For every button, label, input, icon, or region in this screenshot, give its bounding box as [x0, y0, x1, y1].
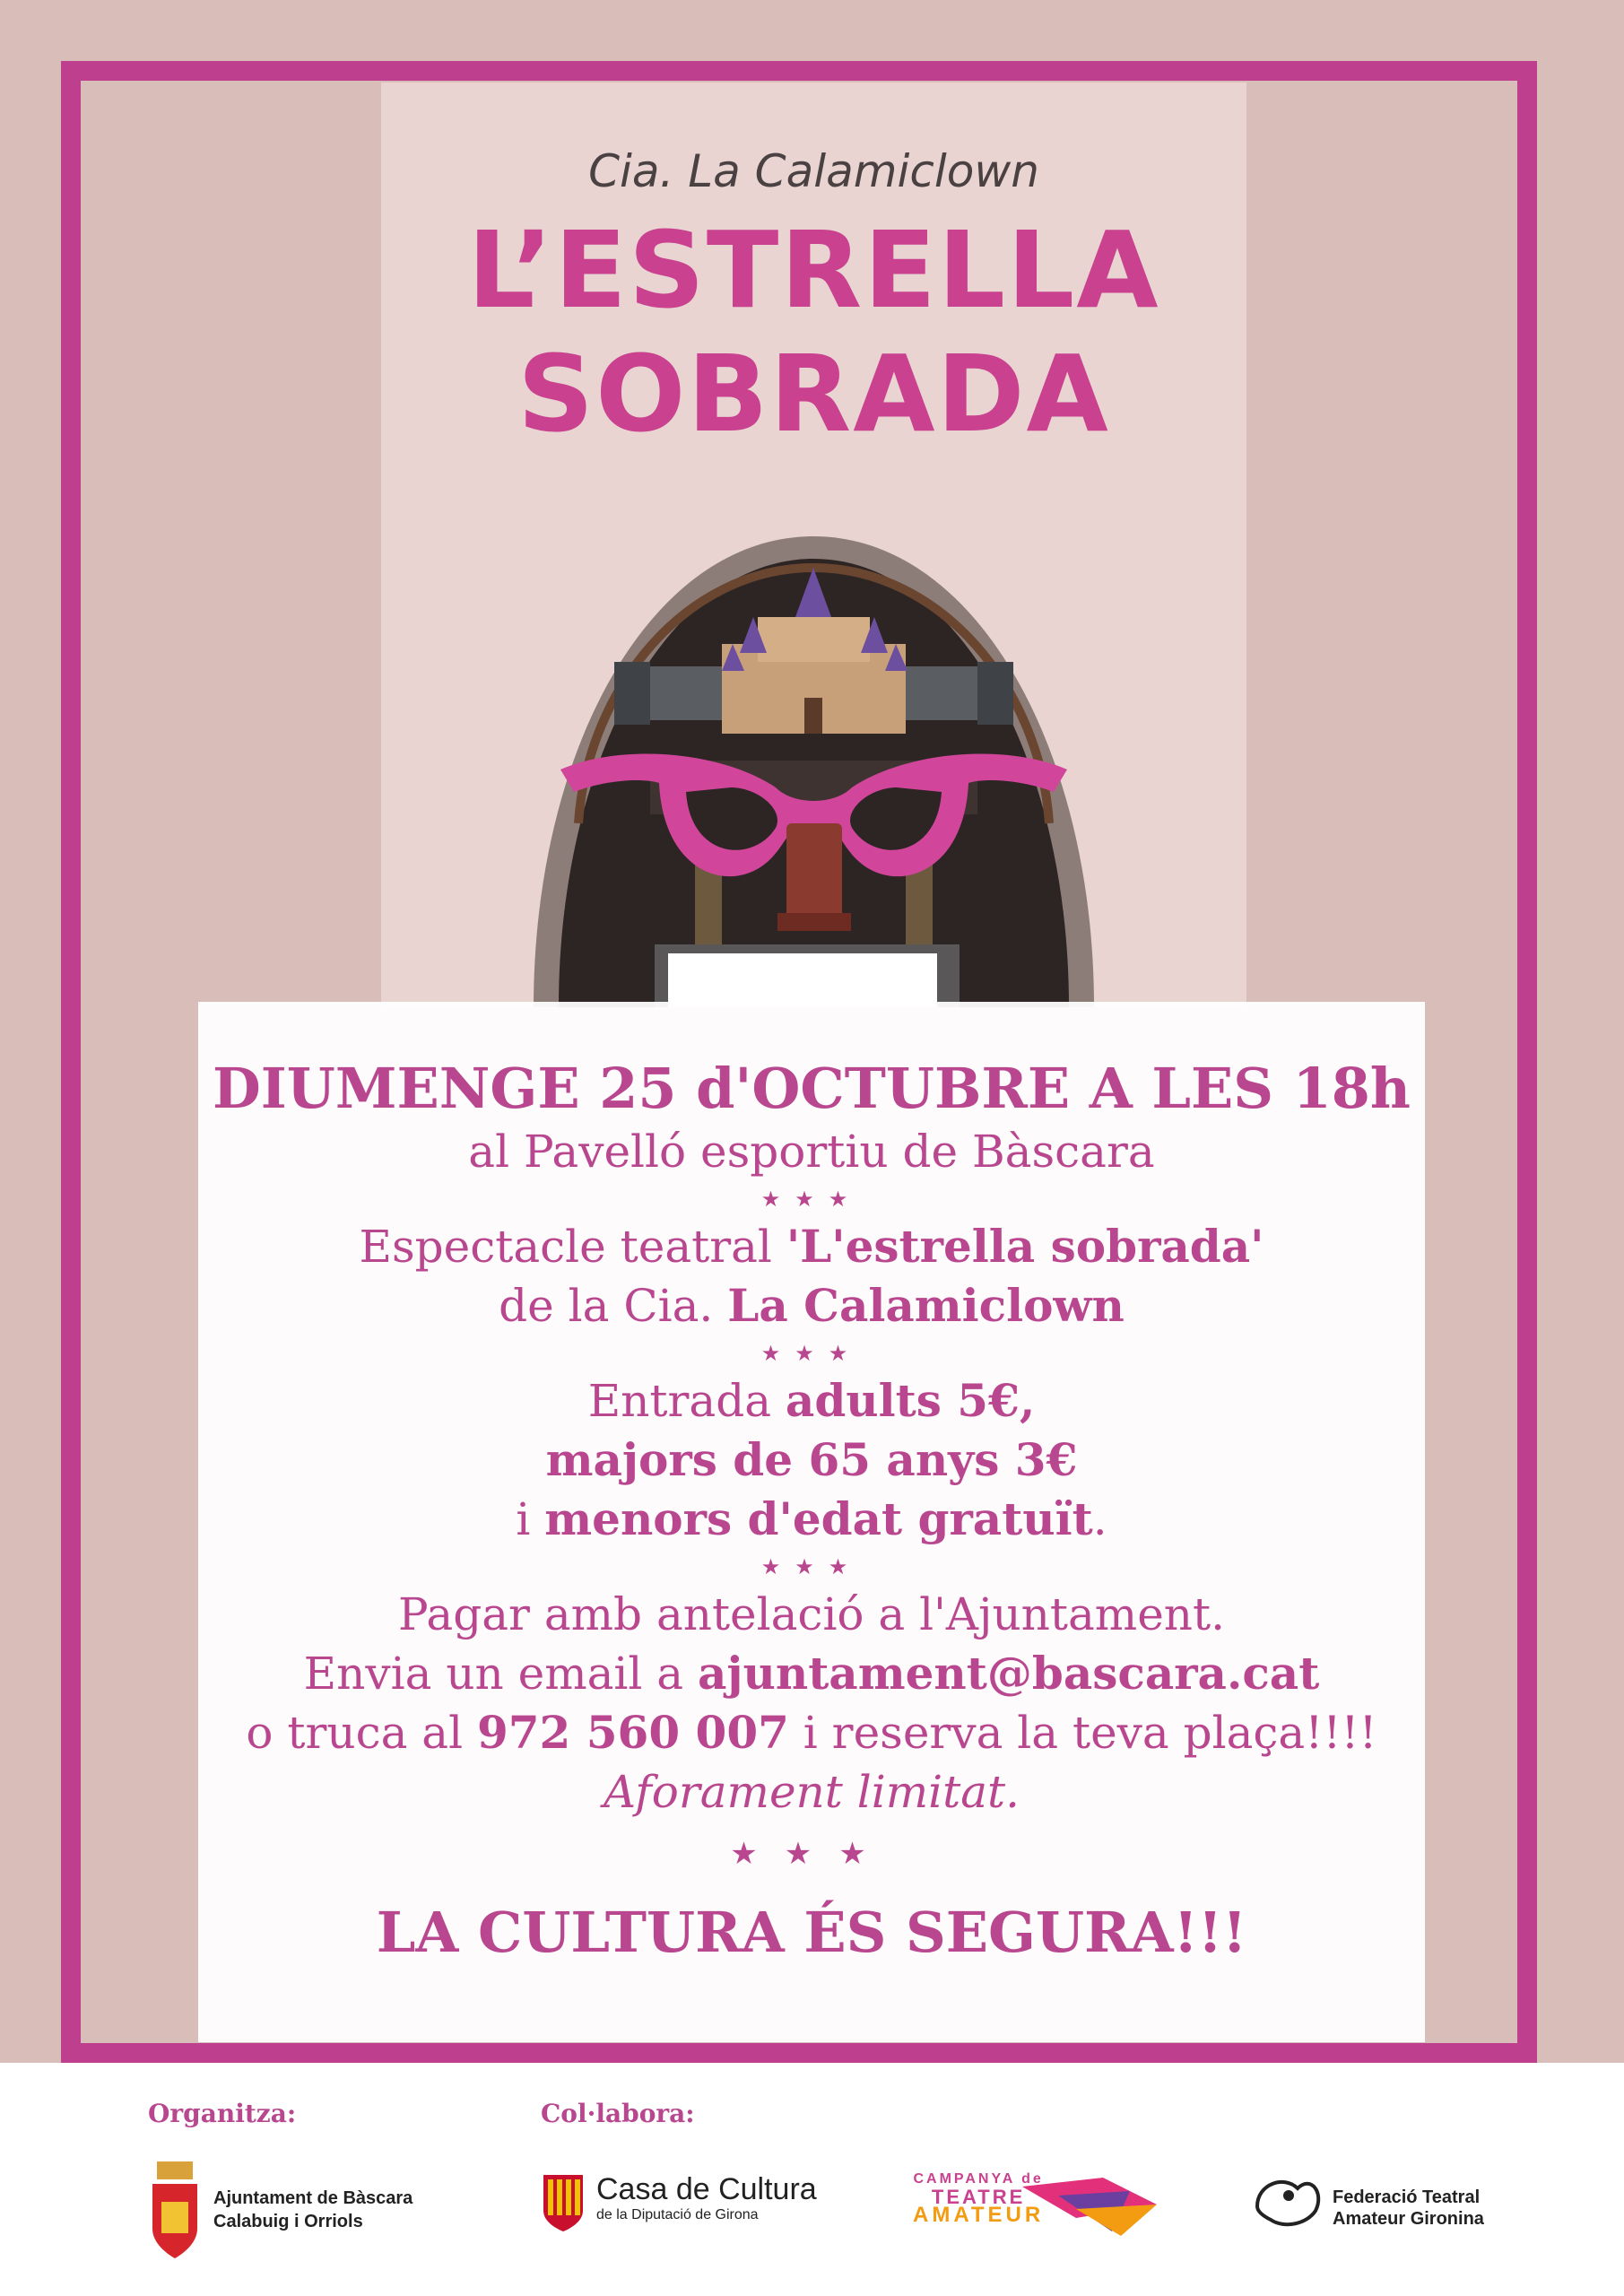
price-seniors: majors de 65 anys 3€ — [545, 1433, 1078, 1486]
stars-divider: ★★★ — [760, 1554, 863, 1579]
slogan: LA CULTURA ÉS SEGURA!!! — [376, 1900, 1247, 1965]
phone-line: o truca al 972 560 007 i reserva la teva plaça!!!! — [246, 1706, 1377, 1759]
ajuntament-shield-icon — [148, 2161, 202, 2260]
footer-sponsors — [0, 2063, 1624, 2296]
stars-divider: ★★★ — [760, 1341, 863, 1366]
event-venue: al Pavelló esportiu de Bàscara — [468, 1126, 1155, 1178]
phone-number[interactable]: 972 560 007 — [476, 1706, 789, 1759]
diputacio-shield-icon — [541, 2170, 586, 2233]
collaborator-label: Col·labora: — [541, 2099, 695, 2128]
email-line: Envia un email a ajuntament@bascara.cat — [303, 1647, 1320, 1700]
title-line1: L’ESTRELLA — [467, 208, 1160, 332]
email-link[interactable]: ajuntament@bascara.cat — [698, 1647, 1320, 1700]
stars-divider: ★★★ — [760, 1187, 863, 1212]
company-line: de la Cia. La Calamiclown — [499, 1279, 1125, 1332]
show-line: Espectacle teatral 'L'estrella sobrada' — [359, 1220, 1264, 1273]
stars-divider-large: ★★★ — [730, 1836, 893, 1872]
payment-note: Pagar amb antelació a l'Ajuntament. — [398, 1588, 1225, 1640]
price-adults: Entrada adults 5€, — [587, 1374, 1036, 1427]
info-panel — [198, 1002, 1425, 2042]
org3-logo-text: CAMPANYA de TEATRE AMATEUR — [913, 2171, 1045, 2227]
capacity-note: Aforament limitat. — [603, 1766, 1020, 1818]
poster-title — [381, 208, 1246, 456]
org4-logo-text: Federació Teatral Amateur Gironina — [1333, 2187, 1484, 2229]
company-name: Cia. La Calamiclown — [588, 145, 1039, 197]
title-line2: SOBRADA — [517, 332, 1110, 456]
federacio-logo-icon — [1248, 2170, 1329, 2233]
event-date: DIUMENGE 25 d'OCTUBRE A LES 18h — [213, 1056, 1411, 1121]
org2-logo-text: Casa de Cultura de la Diputació de Girona — [596, 2172, 817, 2222]
organizer-label: Organitza: — [148, 2099, 297, 2128]
org1-logo-text: Ajuntament de Bàscara Calabuig i Orriols — [213, 2188, 413, 2231]
egg-illustration — [516, 518, 1112, 1007]
price-minors: i menors d'edat gratuït. — [516, 1492, 1107, 1545]
